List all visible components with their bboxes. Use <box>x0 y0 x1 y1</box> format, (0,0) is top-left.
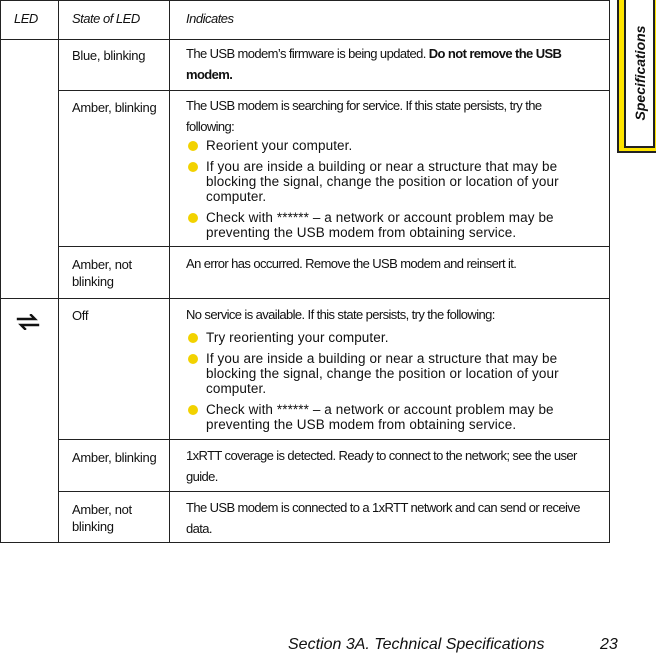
list-item: If you are inside a building or near a structure that may be blocking the signal, change the position or location of your computer. <box>186 351 586 396</box>
warning-text: Do not remove the USB modem. <box>186 46 562 82</box>
indicates-text: The USB modem’s firmware is being updated. <box>186 46 429 61</box>
bullet-list <box>186 138 586 246</box>
row-divider <box>58 246 609 247</box>
list-item: Reorient your computer. <box>186 138 586 153</box>
bullet-dot <box>188 405 198 415</box>
header-state: State of LED <box>72 11 140 26</box>
group-divider <box>1 298 609 299</box>
footer-section-title: Section 3A. Technical Specifications <box>288 636 545 653</box>
state-cell: Amber, not blinking <box>72 257 132 289</box>
bullet-dot <box>188 162 198 172</box>
indicates-cell: No service is available. If this state persists, try the following: <box>186 307 495 322</box>
bullet-dot <box>188 354 198 364</box>
header-led: LED <box>14 11 38 26</box>
list-item: Check with ****** – a network or account problem may be preventing the USB modem from obtaining service. <box>186 210 586 240</box>
row-divider <box>58 90 609 91</box>
state-cell: Off <box>72 308 89 323</box>
indicates-cell: The USB modem is connected to a 1xRTT network and can send or receive data. <box>186 500 580 536</box>
indicates-cell: An error has occurred. Remove the USB modem and reinsert it. <box>186 256 517 271</box>
list-item: If you are inside a building or near a structure that may be blocking the signal, change the position or location of your computer. <box>186 159 586 204</box>
list-item: Check with ****** – a network or account problem may be preventing the USB modem from obtaining service. <box>186 402 586 432</box>
state-cell: Amber, not blinking <box>72 502 132 534</box>
state-cell: Blue, blinking <box>72 48 146 63</box>
bullet-dot <box>188 333 198 343</box>
list-item: Try reorienting your computer. <box>186 330 586 345</box>
indicates-cell: The USB modem is searching for service. If this state persists, try the following: <box>186 98 542 134</box>
state-cell: Amber, blinking <box>72 100 157 115</box>
indicates-cell: 1xRTT coverage is detected. Ready to connect to the network; see the user guide. <box>186 448 577 484</box>
bullet-dot <box>188 141 198 151</box>
column-divider <box>169 1 170 542</box>
state-cell: Amber, blinking <box>72 450 157 465</box>
indicates-cell <box>186 43 606 85</box>
side-tab-label-box <box>624 0 655 148</box>
row-divider <box>58 491 609 492</box>
side-tab-label: Specifications <box>631 25 648 121</box>
bullet-list <box>186 330 586 438</box>
bullet-dot <box>188 213 198 223</box>
section-side-tab <box>617 0 656 153</box>
page-number: 23 <box>600 636 618 653</box>
row-divider <box>58 439 609 440</box>
row-divider <box>1 39 609 40</box>
network-transfer-arrows-icon <box>16 314 40 330</box>
header-indicates: Indicates <box>186 11 234 26</box>
column-divider <box>58 1 59 542</box>
